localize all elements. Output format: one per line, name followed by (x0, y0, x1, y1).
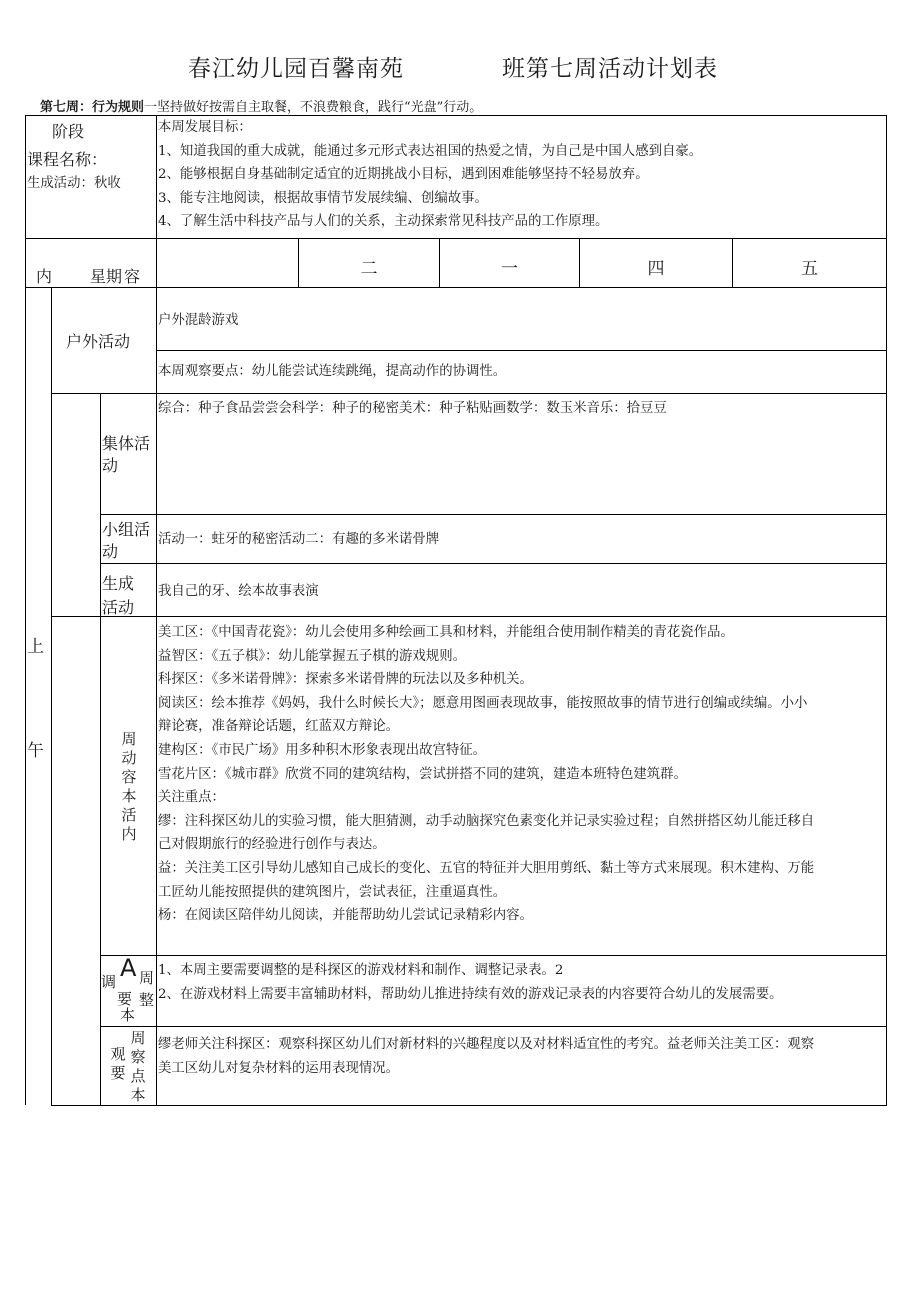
area-line: 关注重点： (158, 790, 225, 806)
outdoor-activity-content: 户外混龄游戏 (158, 313, 239, 328)
weekday-cell-2: 二 (360, 259, 378, 279)
course-name-label: 课程名称： (27, 150, 108, 169)
area-line: 益智区：《五子棋》：幼儿能掌握五子棋的游戏规则。 (158, 648, 466, 664)
group-activity-label: 集体活 动 (102, 434, 151, 475)
observe-content (158, 1033, 814, 1080)
morning-label-top: 上 (27, 637, 44, 657)
observe-line: 美工区幼儿对复杂材料的运用表现情况。 (158, 1060, 400, 1076)
behavior-rule-label: 第七周：行为规则 (40, 100, 145, 115)
weekly-goals (158, 116, 702, 234)
area-line: 工匠幼儿能按照提供的建筑图片，尝试表征，注重逼真性。 (158, 884, 507, 900)
area-activity-label: 周 动 容 本 活 内 (121, 730, 137, 843)
goal-item: 2、能够根据自身基础制定适宜的近期挑战小目标，遇到困难能够坚持不轻易放弃。 (158, 167, 649, 183)
area-line: 益：关注美工区引导幼儿感知自己成长的变化、五官的特征并大胆用剪纸、黏土等方式来展现。积木建构、万能 (158, 860, 815, 876)
content-label-a: 内 (36, 267, 53, 286)
weekday-cell-5: 五 (801, 259, 818, 279)
area-line: 阅读区：绘本推荐《妈妈，我什么时候长大》；愿意用图画表现故事，能按照故事的情节进行创编或续编。小小 (158, 695, 808, 711)
area-line: 缪：注科探区幼儿的实验习惯，能大胆猜测，动手动脑探究色素变化并记录实验过程；自然拼搭区幼儿能迁移自 (158, 813, 815, 829)
weekday-cell-3: 一 (501, 259, 518, 279)
goal-item: 3、能专注地阅读，根据故事情节发展续编、创编故事。 (158, 190, 488, 206)
title-kindergarten-name: 春江幼儿园百馨南苑 (188, 56, 404, 82)
page-title (0, 50, 920, 84)
title-plan-name: 班第七周活动计划表 (502, 56, 718, 82)
goal-item: 1、知道我国的重大成就，能通过多元形式表达祖国的热爱之情，为自己是中国人感到自豪。 (158, 143, 703, 159)
area-line: 科探区：《多米诺骨牌》：探索多米诺骨牌的玩法以及多种机关。 (158, 672, 533, 688)
adjust-line: 1、本周主要需要调整的是科探区的游戏材料和制作、调整记录表。2 (158, 963, 564, 978)
adjust-content (158, 959, 783, 1006)
group-activity-content: 综合：种子食品尝尝会科学：种子的秘密美术：种子粘贴画数学：数玉米音乐：拾豆豆 (158, 401, 667, 416)
weekday-label: 星期 (90, 267, 123, 286)
stage-label: 阶段 (52, 122, 85, 141)
small-group-label: 小组活 动 (102, 520, 151, 561)
goals-title: 本周发展目标： (158, 120, 252, 135)
area-line: 辩论赛，准备辩论话题，红蓝双方辩论。 (158, 719, 400, 735)
morning-label-bottom: 午 (27, 741, 44, 761)
weekday-cell-4: 四 (647, 259, 665, 279)
area-line: 己对假期旅行的经验进行创作与表达。 (158, 837, 386, 853)
goal-item: 4、了解生活中科技产品与人们的关系，主动探索常见科技产品的工作原理。 (158, 214, 609, 230)
behavior-rule-line (40, 96, 482, 115)
area-line: 雪花片区：《城市群》欣赏不同的建筑结构，尝试拼搭不同的建筑，建造本班特色建筑群。 (158, 766, 687, 782)
generated-activity-row-label: 生成 活动 (102, 574, 135, 617)
area-activity-content (158, 621, 814, 928)
small-group-content: 活动一：蛀牙的秘密活动二：有趣的多米诺骨牌 (158, 532, 440, 547)
area-line: 美工区：《中国青花瓷》：幼儿会使用多种绘画工具和材料，并能组合使用制作精美的青花瓷作品。 (158, 625, 734, 640)
outdoor-observation: 本周观察要点：幼儿能尝试连续跳绳，提高动作的协调性。 (158, 364, 507, 379)
generated-activity-content: 我自己的牙、绘本故事表演 (158, 584, 319, 599)
outdoor-activity-label: 户外活动 (66, 332, 131, 351)
area-line: 建构区：《市民广场》用多种积木形象表现出故宫特征。 (158, 742, 487, 758)
observe-line: 缪老师关注科探区：观察科探区幼儿们对新材料的兴趣程度以及对材料适宜性的考究。益老师关注美工区：观察 (158, 1037, 815, 1052)
generated-activity-label: 生成活动：秋收 (27, 176, 121, 191)
adjust-line: 2、在游戏材料上需要丰富辅助材料，帮助幼儿推进持续有效的游戏记录表的内容要符合幼儿的发展需要。 (158, 986, 783, 1002)
area-line: 杨：在阅读区陪伴幼儿阅读，并能帮助幼儿尝试记录精彩内容。 (158, 908, 533, 924)
behavior-rule-text: 一坚持做好按需自主取餐，不浪费粮食，践行“光盘”行动。 (144, 100, 483, 115)
content-label-b: 容 (124, 267, 141, 286)
